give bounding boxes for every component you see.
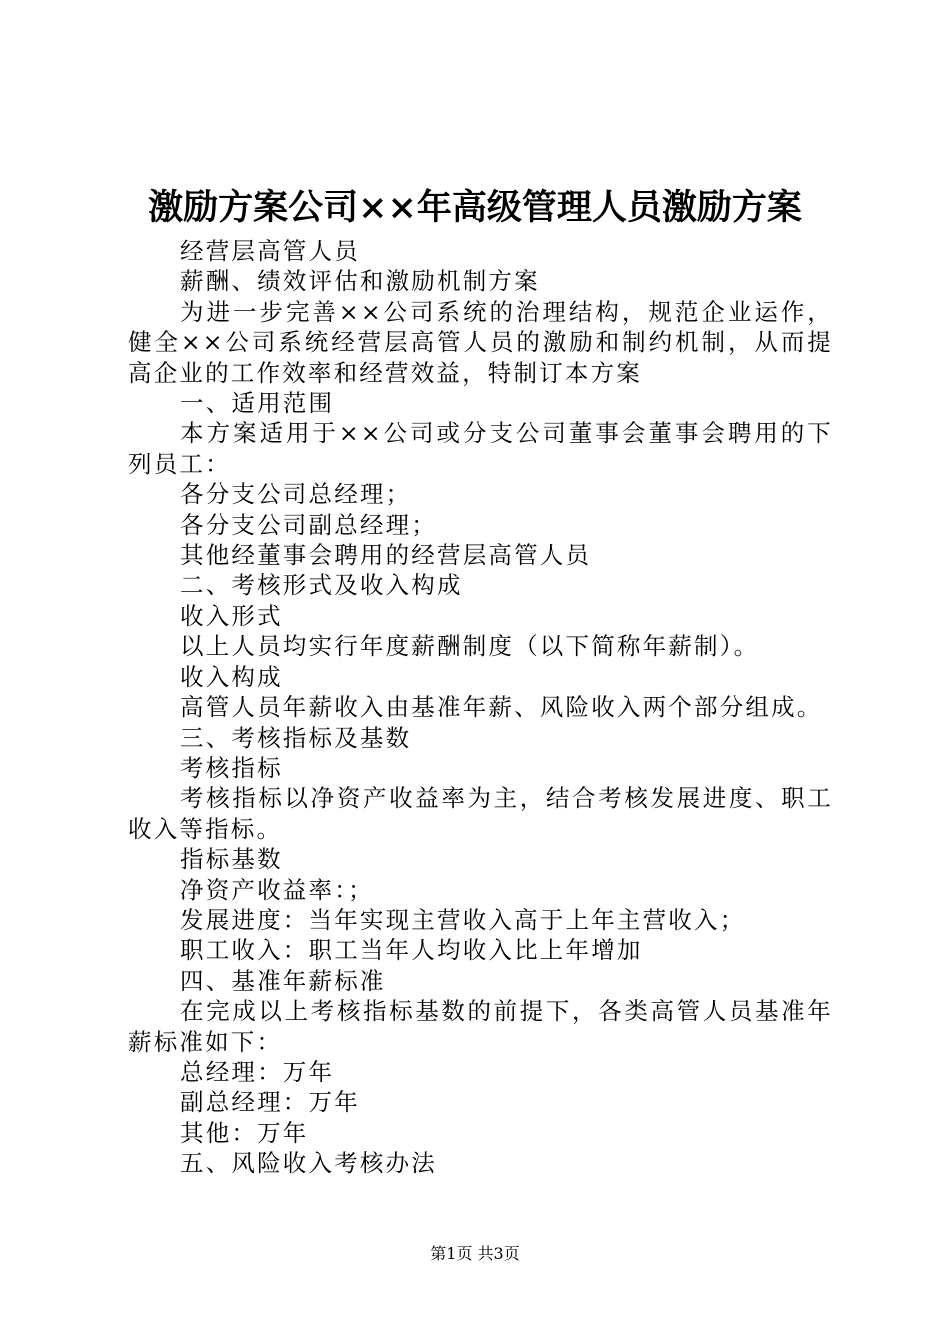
subsection-heading: 收入形式	[180, 601, 283, 630]
list-item: 副总经理：万年	[180, 1088, 360, 1117]
section-heading: 四、基准年薪标准	[180, 966, 386, 995]
list-item: 净资产收益率：；	[180, 875, 374, 904]
paragraph: 高管人员年薪收入由基准年薪、风险收入两个部分组成。	[180, 693, 823, 722]
list-item: 各分支公司副总经理；	[180, 510, 437, 539]
subsection-heading: 收入构成	[180, 662, 283, 691]
list-item: 职工收入：职工当年人均收入比上年增加	[180, 936, 643, 965]
section-heading: 五、风险收入考核办法	[180, 1149, 437, 1178]
paragraph: 在完成以上考核指标基数的前提下，各类高管人员基准年薪标准如下：	[128, 997, 833, 1056]
document-title: 激励方案公司××年高级管理人员激励方案	[148, 187, 802, 228]
subsection-heading: 考核指标	[180, 753, 283, 782]
subsection-heading: 指标基数	[180, 845, 283, 874]
paragraph: 以上人员均实行年度薪酬制度（以下简称年薪制）。	[180, 632, 760, 661]
paragraph: 为进一步完善××公司系统的治理结构，规范企业运作，健全××公司系统经营层高管人员的激励和制约机制，从而提高企业的工作效率和经营效益，特制订本方案	[128, 297, 833, 387]
section-heading: 二、考核形式及收入构成	[180, 571, 463, 600]
list-item: 发展进度：当年实现主营收入高于上年主营收入；	[180, 905, 746, 934]
list-item: 其他经董事会聘用的经营层高管人员	[180, 541, 592, 570]
paragraph: 考核指标以净资产收益率为主，结合考核发展进度、职工收入等指标。	[128, 784, 833, 843]
document-body	[128, 236, 833, 1179]
paragraph: 薪酬、绩效评估和激励机制方案	[180, 267, 540, 296]
list-item: 其他：万年	[180, 1118, 309, 1147]
list-item: 总经理：万年	[180, 1057, 335, 1086]
paragraph: 本方案适用于××公司或分支公司董事会董事会聘用的下列员工：	[128, 419, 833, 478]
page-number-footer: 第1页 共3页	[430, 1244, 520, 1263]
paragraph: 经营层高管人员	[180, 237, 360, 265]
section-heading: 三、考核指标及基数	[180, 723, 412, 752]
section-heading: 一、适用范围	[180, 389, 335, 418]
list-item: 各分支公司总经理；	[180, 480, 412, 509]
